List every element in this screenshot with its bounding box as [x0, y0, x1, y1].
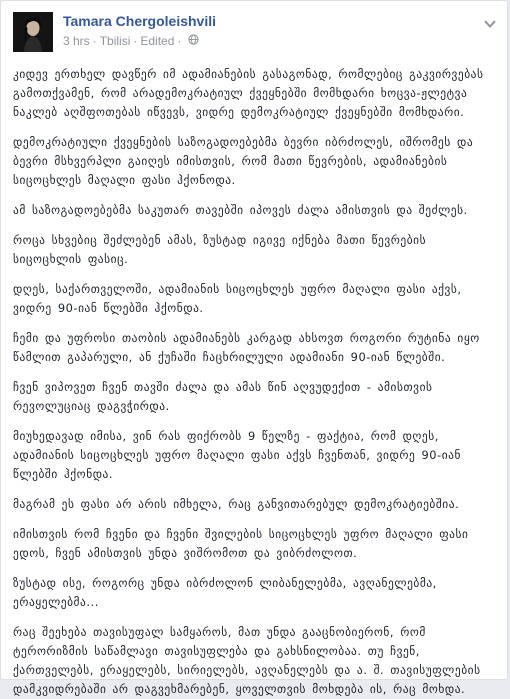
post-paragraph: დღეს, საქართველოში, ადამიანის სიცოცხლეს უფრო მაღალი ფასი აქვს, ვიდრე 90-იან წლებში ჰქონდა.: [13, 282, 462, 315]
post-paragraph: ჩვენ ვიპოვეთ ჩვენ თავში ძალა და ამას წინ აღვუდექით - ამისთვის რევოლუციაც დაგვჭირდა.: [13, 380, 433, 413]
post-time[interactable]: 3 hrs: [63, 34, 90, 48]
globe-icon[interactable]: [188, 34, 199, 48]
post-paragraph: რაც შეეხება თავისუფალ სამყაროს, მათ უნდა გააცნობიერონ, რომ ტერორიზმის საწამლავი თავისუფლება და გახსნილობაა. თუ ჩვენ, ქართველებს, ერაყელებს, სირიელებს, ავღანელებს და ა. შ. თავისუფლების დამკვიდრებაში არ დაგვეხმარებენ, ყოველთვის მოხდება ის, რაც მოხდა.: [13, 625, 481, 696]
post-paragraph: ჩემი და უფროსი თაობის ადამიანებს კარგად ახსოვთ როგორი რუტინა იყო წამლით გაპარული, ან ქუჩაში ჩაცხრილული ადამიანი 90-იან წლებში.: [13, 331, 480, 364]
post-paragraph: ამ საზოგადოებებმა საკუთარ თავებში იპოვეს ძალა ამისთვის და შეძლეს.: [13, 203, 468, 217]
meta-separator: ·: [133, 34, 138, 48]
post-paragraph: მიუხედავად იმისა, ვინ რას ფიქრობს 9 წელზე - ფაქტია, რომ დღეს, ადამიანის სიცოცხლეს უფრო მაღალი ფასი აქვს ჩვენთან, ვიდრე 90-იან წლებში ჰქონდა.: [13, 429, 462, 481]
post-paragraph: იმისთვის რომ ჩვენი და ჩვენი შვილების სიცოცხლეს უფრო მაღალი ფასი ედოს, ჩვენ ამისთვის უნდა ვიშრომოთ და ვიბრძოლოთ.: [13, 527, 469, 560]
post-paragraph: მაგრამ ეს ფასი არ არის იმხელა, რაც განვითარებულ დემოკრატიებშია.: [13, 497, 460, 511]
post-header: [1, 1, 507, 59]
meta-separator: ·: [92, 34, 97, 48]
post-paragraph: ზუსტად ისე, როგორც უნდა იბრძოლონ ლიბანელებმა, ავღანელებმა, ერაყელებმა...: [13, 576, 437, 609]
post-meta: [63, 34, 199, 48]
post-paragraph: როცა სხვებიც შეძლებენ ამას, ზუსტად იგივე იქნება მათი წევრების სიცოცხლის ფასიც.: [13, 233, 427, 266]
edited-label[interactable]: Edited: [140, 34, 175, 48]
avatar[interactable]: [13, 12, 53, 52]
post-body: [13, 65, 499, 699]
chevron-down-icon[interactable]: [483, 15, 497, 27]
post-location[interactable]: Tbilisi: [99, 34, 131, 48]
post-paragraph: კიდევ ერთხელ დავწერ იმ ადამიანების გასაგონად, რომლებიც გაკვირვებას გამოთქვამენ, რომ არადემოკრატიულ ქვეყნებში მომხდარი ხოცვა-ჟლეტვა ნაკლებ აღშფოთებას იწვევს, ვიდრე დემოკრატიულ ქვეყნებში მომხდარი.: [13, 67, 484, 119]
post-paragraph: დემოკრატიული ქვეყნების საზოგადოებებმა ბევრი იბრძოლეს, იშრომეს და ბევრი მსხვერპლი გაიღეს იმისთვის, რომ მათი წევრების, ადამიანების სიცოცხლეს მაღალი ფასი ჰქონოდა.: [13, 135, 474, 187]
meta-separator: ·: [177, 34, 182, 48]
author-name-link[interactable]: Tamara Chergoleishvili: [63, 13, 217, 29]
